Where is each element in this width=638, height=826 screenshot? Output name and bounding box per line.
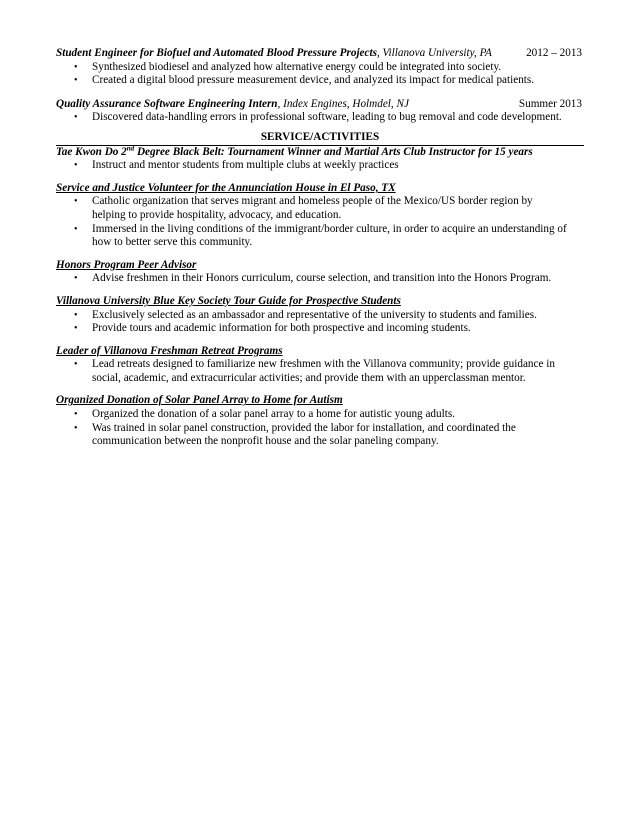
activity-entry-solar-panel [56,394,584,448]
activity-title: Leader of Villanova Freshman Retreat Programs [56,344,283,357]
bullet-icon: • [74,75,78,87]
activity-title: Villanova University Blue Key Society Tour Guide for Prospective Students [56,294,401,307]
bullet-icon: • [74,359,78,371]
bullet-text: Lead retreats designed to familiarize new freshmen with the Villanova community; provide guidance in [92,358,555,371]
bullet-icon: • [74,422,78,434]
bullet-item [56,272,584,286]
bullet-item [56,74,584,88]
bullet-text-continued: helping to provide hospitality, advocacy, and education. [92,208,342,221]
activity-title-part: Degree Black Belt: Tournament Winner and Martial Arts Club Instructor for 15 years [134,145,533,158]
bullet-text: Provide tours and academic information for both prospective and incoming students. [92,322,471,335]
bullet-list [56,358,584,385]
activity-entry-annunciation-house [56,182,584,250]
bullet-list [56,309,584,336]
bullet-text: Advise freshmen in their Honors curriculum, course selection, and transition into the Honors Program. [92,272,552,285]
spacer [56,250,584,259]
spacer [56,385,584,394]
bullet-icon: • [74,323,78,335]
spacer [56,173,584,182]
bullet-list [56,195,584,249]
bullet-item [56,358,584,385]
bullet-icon: • [74,409,78,421]
work-entry-biofuel [56,47,584,88]
bullet-list [56,408,584,449]
bullet-text: Exclusively selected as an ambassador and representative of the university to students and families. [92,308,537,321]
entry-title-line [56,98,584,112]
bullet-item [56,422,584,449]
spacer [56,286,584,295]
bullet-item [56,111,584,125]
activity-title: Honors Program Peer Advisor [56,258,197,271]
activity-entry-freshman-retreat [56,345,584,386]
spacer [56,88,584,98]
bullet-item [56,322,584,336]
entry-heading [56,98,409,112]
bullet-text-continued: social, academic, and extracurricular activities; and provide them with an upperclassman mentor. [92,371,526,384]
bullet-list [56,159,584,173]
entry-organization: , Villanova University, PA [376,47,492,59]
bullet-text: Created a digital blood pressure measurement device, and analyzed its impact for medical patients. [92,74,535,87]
bullet-icon: • [74,112,78,124]
activity-title-superscript: nd [126,143,135,152]
bullet-item [56,223,584,250]
activity-entry-honors-advisor [56,259,584,286]
bullet-icon: • [74,61,78,73]
bullet-list [56,272,584,286]
bullet-text: Was trained in solar panel construction, provided the labor for installation, and coordinated the [92,421,516,434]
bullet-item [56,61,584,75]
activity-entry-taekwondo [56,143,584,173]
bullet-list [56,61,584,88]
entry-heading [56,47,492,61]
bullet-icon: • [74,309,78,321]
activity-title [56,143,584,160]
bullet-icon: • [74,196,78,208]
spacer [56,336,584,345]
bullet-item [56,159,584,173]
entry-date: Summer 2013 [518,97,582,110]
activity-title: Organized Donation of Solar Panel Array to Home for Autism [56,394,343,407]
bullet-text: Discovered data-handling errors in professional software, leading to bug removal and code development. [92,111,562,124]
bullet-icon: • [74,160,78,172]
entry-title-line [56,47,584,61]
bullet-text: Immersed in the living conditions of the immigrant/border culture, in order to acquire an understanding of [92,222,567,235]
activity-entry-blue-key [56,295,584,336]
section-heading-service-activities: SERVICE/ACTIVITIES [56,131,584,146]
entry-date: 2012 – 2013 [526,47,582,59]
bullet-item [56,408,584,422]
activity-title: Service and Justice Volunteer for the Annunciation House in El Paso, TX [56,181,396,194]
bullet-icon: • [74,273,78,285]
bullet-text: Synthesized biodiesel and analyzed how alternative energy could be integrated into society. [92,60,502,73]
bullet-icon: • [74,223,78,235]
entry-title: Student Engineer for Biofuel and Automated Blood Pressure Projects [56,47,377,59]
bullet-text-continued: communication between the nonprofit house and the solar paneling company. [92,435,439,448]
bullet-text: Instruct and mentor students from multiple clubs at weekly practices [92,159,399,172]
bullet-item [56,195,584,222]
bullet-text: Organized the donation of a solar panel array to a home for autistic young adults. [92,408,455,421]
work-entry-qa-intern [56,98,584,125]
bullet-text: Catholic organization that serves migrant and homeless people of the Mexico/US border region by [92,195,533,208]
bullet-item [56,309,584,323]
activity-title-part: Tae Kwon Do 2 [56,145,127,158]
entry-title: Quality Assurance Software Engineering Intern [56,97,278,110]
entry-organization: , Index Engines, Holmdel, NJ [277,97,409,110]
bullet-list [56,111,584,125]
bullet-text-continued: how to better serve this community. [92,236,253,249]
resume-page [56,47,584,449]
